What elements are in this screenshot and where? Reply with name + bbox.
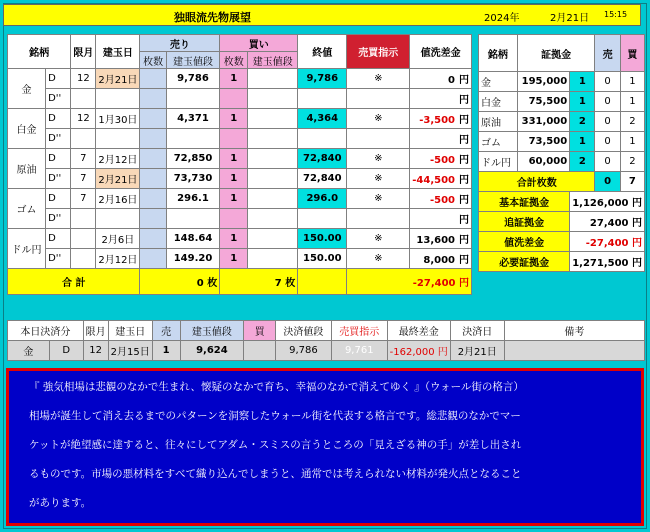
total-sell: 0 枚 — [140, 269, 220, 295]
row-buy-price — [248, 89, 298, 109]
summary-row — [479, 192, 645, 212]
margin-value: 195,000 — [517, 72, 569, 92]
settle-h-price: 建玉値段 — [180, 321, 244, 341]
side-total-label: 合計枚数 — [479, 172, 595, 192]
side-total-buy: 7 — [620, 172, 644, 192]
row-date — [96, 209, 140, 229]
row-diff-value: 8,000 — [423, 255, 455, 266]
margin-buy: 1 — [620, 92, 644, 112]
margin-brand: 原油 — [479, 112, 518, 132]
margin-brand: ゴム — [479, 132, 518, 152]
settlement-table — [7, 320, 645, 361]
row-month: 7 — [71, 189, 96, 209]
row-date — [96, 129, 140, 149]
row-signal — [347, 89, 410, 109]
margin-brand: ドル円 — [479, 152, 518, 172]
row-signal — [347, 209, 410, 229]
row-brand: 原油 — [8, 149, 46, 189]
row-month: 7 — [71, 149, 96, 169]
row-month — [71, 249, 96, 269]
summary-value: 27,400 円 — [570, 212, 645, 232]
commentary-box — [6, 368, 644, 526]
summary-row — [479, 212, 645, 232]
row-brand: ゴム — [8, 189, 46, 229]
settle-h-signal: 売買指示 — [331, 321, 387, 341]
header-buy-count: 枚数 — [220, 52, 248, 69]
side-header-brand: 銘柄 — [479, 35, 518, 72]
row-buy-price — [248, 209, 298, 229]
row-diff — [410, 149, 472, 169]
margin-row — [479, 92, 645, 112]
row-date — [96, 89, 140, 109]
summary-label: 基本証拠金 — [479, 192, 570, 212]
row-date: 2月21日 — [96, 69, 140, 89]
header-sell-price: 建玉値段 — [166, 52, 219, 69]
row-signal: ※ — [347, 149, 410, 169]
margin-row — [479, 152, 645, 172]
settle-price: 9,624 — [180, 341, 244, 361]
row-diff — [410, 109, 472, 129]
commentary-line-4: るものです。市場の悪材料をすべて織り込んでしまうと、通常では考えられない材料が発火点となること — [29, 468, 522, 480]
position-row — [8, 209, 472, 229]
header-sell: 売り — [140, 35, 220, 52]
row-diff — [410, 209, 472, 229]
summary-label: 追証拠金 — [479, 212, 570, 232]
row-sell-price: 73,730 — [166, 169, 219, 189]
header-buy-price: 建玉値段 — [248, 52, 298, 69]
row-close — [298, 209, 347, 229]
header-signal: 売買指示 — [347, 35, 410, 69]
row-diff-value: -3,500 — [419, 115, 455, 126]
row-diff-value: -500 — [429, 155, 455, 166]
row-sell-count — [140, 209, 166, 229]
margin-buy: 1 — [620, 132, 644, 152]
header-date: 建玉日 — [96, 35, 140, 69]
row-month — [71, 209, 96, 229]
summary-value: 1,126,000 円 — [570, 192, 645, 212]
row-date: 2月12日 — [96, 149, 140, 169]
row-buy-count — [220, 129, 248, 149]
side-header-margin: 証拠金 — [517, 35, 595, 72]
settle-month: 12 — [83, 341, 108, 361]
row-diff-unit: 円 — [459, 255, 469, 266]
row-type: D'' — [46, 169, 71, 189]
margin-row — [479, 112, 645, 132]
row-type: D — [46, 69, 71, 89]
row-brand: ドル円 — [8, 229, 46, 269]
margin-count: 1 — [570, 72, 595, 92]
settle-signal: 9,761 — [331, 341, 387, 361]
position-row — [8, 229, 472, 249]
row-buy-count: 1 — [220, 149, 248, 169]
settle-h-sell: 売 — [152, 321, 180, 341]
row-date: 2月21日 — [96, 169, 140, 189]
row-close: 9,786 — [298, 69, 347, 89]
row-buy-price — [248, 189, 298, 209]
date-year: 2024年 — [484, 13, 520, 24]
settle-h-note: 備考 — [504, 321, 644, 341]
row-sell-count — [140, 129, 166, 149]
row-buy-price — [248, 149, 298, 169]
row-sell-count — [140, 229, 166, 249]
commentary-line-5: があります。 — [29, 497, 92, 509]
row-type: D'' — [46, 89, 71, 109]
row-month: 12 — [71, 109, 96, 129]
row-close: 150.00 — [298, 249, 347, 269]
settle-h-date: 建玉日 — [108, 321, 152, 341]
total-blank — [298, 269, 347, 295]
position-row — [8, 89, 472, 109]
row-month — [71, 229, 96, 249]
header-close: 終値 — [298, 35, 347, 69]
date-day: 2月21日 — [550, 13, 590, 24]
row-date: 2月6日 — [96, 229, 140, 249]
side-header-buy: 買 — [620, 35, 644, 72]
row-signal: ※ — [347, 249, 410, 269]
row-sell-price: 148.64 — [166, 229, 219, 249]
row-diff-value: 0 — [448, 75, 455, 86]
side-header-sell: 売 — [595, 35, 620, 72]
row-diff-value: 13,600 — [416, 235, 455, 246]
summary-label: 必要証拠金 — [479, 252, 570, 272]
row-month — [71, 89, 96, 109]
row-diff-value: -500 — [429, 195, 455, 206]
title-bar — [3, 4, 641, 26]
row-diff-unit: 円 — [459, 155, 469, 166]
row-type: D'' — [46, 249, 71, 269]
summary-row — [479, 252, 645, 272]
row-sell-count — [140, 249, 166, 269]
settle-date2: 2月21日 — [450, 341, 504, 361]
row-date: 2月12日 — [96, 249, 140, 269]
total-label: 合 計 — [8, 269, 140, 295]
row-diff-unit: 円 — [459, 135, 469, 146]
row-diff-unit: 円 — [459, 115, 469, 126]
positions-table — [7, 34, 472, 295]
row-close: 296.0 — [298, 189, 347, 209]
settle-h-month: 限月 — [83, 321, 108, 341]
commentary-line-1: 『 強気相場は悲観のなかで生まれ、懐疑のなかで育ち、幸福のなかで消えてゆく 』（ウォール街の格言） — [29, 381, 524, 393]
row-type: D — [46, 189, 71, 209]
row-diff-unit: 円 — [459, 235, 469, 246]
row-sell-price: 296.1 — [166, 189, 219, 209]
header-brand: 銘柄 — [8, 35, 71, 69]
time-label: 15:15 — [604, 10, 628, 19]
position-row — [8, 109, 472, 129]
margin-buy: 1 — [620, 72, 644, 92]
row-diff — [410, 69, 472, 89]
row-sell-price — [166, 209, 219, 229]
settle-diff: -162,000 円 — [387, 341, 450, 361]
row-brand: 白金 — [8, 109, 46, 149]
row-diff-unit: 円 — [459, 215, 469, 226]
row-sell-price: 4,371 — [166, 109, 219, 129]
row-diff — [410, 229, 472, 249]
margin-buy: 2 — [620, 152, 644, 172]
settle-type: D — [49, 341, 83, 361]
total-buy: 7 枚 — [220, 269, 298, 295]
settle-date: 2月15日 — [108, 341, 152, 361]
row-type: D — [46, 149, 71, 169]
settle-value: 9,786 — [276, 341, 332, 361]
row-buy-price — [248, 109, 298, 129]
row-sell-count — [140, 109, 166, 129]
row-buy-count: 1 — [220, 109, 248, 129]
margin-buy: 2 — [620, 112, 644, 132]
settle-h-buy: 買 — [244, 321, 276, 341]
row-diff-unit: 円 — [459, 175, 469, 186]
position-row — [8, 149, 472, 169]
row-buy-price — [248, 69, 298, 89]
row-buy-count — [220, 89, 248, 109]
row-type: D'' — [46, 209, 71, 229]
row-sell-price — [166, 89, 219, 109]
settle-sell: 1 — [152, 341, 180, 361]
row-sell-price: 72,850 — [166, 149, 219, 169]
row-buy-count: 1 — [220, 189, 248, 209]
position-row — [8, 169, 472, 189]
row-sell-price: 9,786 — [166, 69, 219, 89]
margin-sell: 0 — [595, 132, 620, 152]
row-close — [298, 129, 347, 149]
settle-h-brand: 本日決済分 — [8, 321, 84, 341]
settle-h-diff: 最終差金 — [387, 321, 450, 341]
row-sell-count — [140, 89, 166, 109]
margin-value: 60,000 — [517, 152, 569, 172]
side-total-sell: 0 — [595, 172, 620, 192]
row-buy-count — [220, 209, 248, 229]
margin-count: 2 — [570, 152, 595, 172]
margin-row — [479, 72, 645, 92]
margin-brand: 金 — [479, 72, 518, 92]
margin-sell: 0 — [595, 72, 620, 92]
row-buy-count: 1 — [220, 229, 248, 249]
row-brand: 金 — [8, 69, 46, 109]
row-sell-count — [140, 169, 166, 189]
margin-brand: 白金 — [479, 92, 518, 112]
row-diff-unit: 円 — [459, 95, 469, 106]
row-buy-count: 1 — [220, 249, 248, 269]
settle-buy — [244, 341, 276, 361]
position-row — [8, 189, 472, 209]
commentary-line-3: ケットが絶望感に達すると、往々にしてアダム・スミスの言うところの「見えざる神の手」が差し出され — [29, 439, 522, 451]
row-signal — [347, 129, 410, 149]
margin-table — [478, 34, 645, 272]
margin-count: 1 — [570, 92, 595, 112]
row-buy-count: 1 — [220, 69, 248, 89]
settle-h-settle: 決済値段 — [276, 321, 332, 341]
row-signal: ※ — [347, 69, 410, 89]
margin-sell: 0 — [595, 92, 620, 112]
row-diff — [410, 129, 472, 149]
row-date: 2月16日 — [96, 189, 140, 209]
settle-h-date2: 決済日 — [450, 321, 504, 341]
header-month: 限月 — [71, 35, 96, 69]
row-signal: ※ — [347, 189, 410, 209]
margin-value: 331,000 — [517, 112, 569, 132]
page-title: 独眼流先物展望 — [174, 11, 251, 24]
row-buy-price — [248, 229, 298, 249]
row-buy-price — [248, 129, 298, 149]
row-signal: ※ — [347, 229, 410, 249]
row-close — [298, 89, 347, 109]
row-diff-value: -44,500 — [412, 175, 455, 186]
margin-value: 75,500 — [517, 92, 569, 112]
position-row — [8, 69, 472, 89]
row-diff — [410, 89, 472, 109]
position-row — [8, 249, 472, 269]
row-sell-count — [140, 189, 166, 209]
row-close: 72,840 — [298, 169, 347, 189]
row-signal: ※ — [347, 169, 410, 189]
summary-value: 1,271,500 円 — [570, 252, 645, 272]
row-sell-price: 149.20 — [166, 249, 219, 269]
row-buy-price — [248, 169, 298, 189]
row-month: 7 — [71, 169, 96, 189]
row-diff — [410, 169, 472, 189]
margin-row — [479, 132, 645, 152]
row-month: 12 — [71, 69, 96, 89]
total-diff: -27,400 円 — [347, 269, 472, 295]
row-sell-count — [140, 69, 166, 89]
summary-row — [479, 232, 645, 252]
row-signal: ※ — [347, 109, 410, 129]
row-sell-count — [140, 149, 166, 169]
position-row — [8, 129, 472, 149]
row-diff — [410, 249, 472, 269]
row-date: 1月30日 — [96, 109, 140, 129]
row-diff — [410, 189, 472, 209]
header-buy: 買い — [220, 35, 298, 52]
row-type: D — [46, 229, 71, 249]
row-month — [71, 129, 96, 149]
row-close: 72,840 — [298, 149, 347, 169]
margin-value: 73,500 — [517, 132, 569, 152]
settle-note — [504, 341, 644, 361]
margin-sell: 0 — [595, 112, 620, 132]
header-sell-count: 枚数 — [140, 52, 166, 69]
summary-label: 値洗差金 — [479, 232, 570, 252]
margin-count: 2 — [570, 112, 595, 132]
row-buy-count: 1 — [220, 169, 248, 189]
header-diff: 値洗差金 — [410, 35, 472, 69]
margin-count: 1 — [570, 132, 595, 152]
margin-sell: 0 — [595, 152, 620, 172]
row-type: D — [46, 109, 71, 129]
row-buy-price — [248, 249, 298, 269]
row-diff-unit: 円 — [459, 195, 469, 206]
row-sell-price — [166, 129, 219, 149]
commentary-line-2: 相場が誕生して消え去るまでのパターンを洞察したウォール街を代表する格言です。総悲観のなかでマー — [29, 410, 521, 422]
summary-value: -27,400 円 — [570, 232, 645, 252]
settle-brand: 金 — [8, 341, 50, 361]
row-close: 150.00 — [298, 229, 347, 249]
row-close: 4,364 — [298, 109, 347, 129]
row-type: D'' — [46, 129, 71, 149]
row-diff-unit: 円 — [459, 75, 469, 86]
